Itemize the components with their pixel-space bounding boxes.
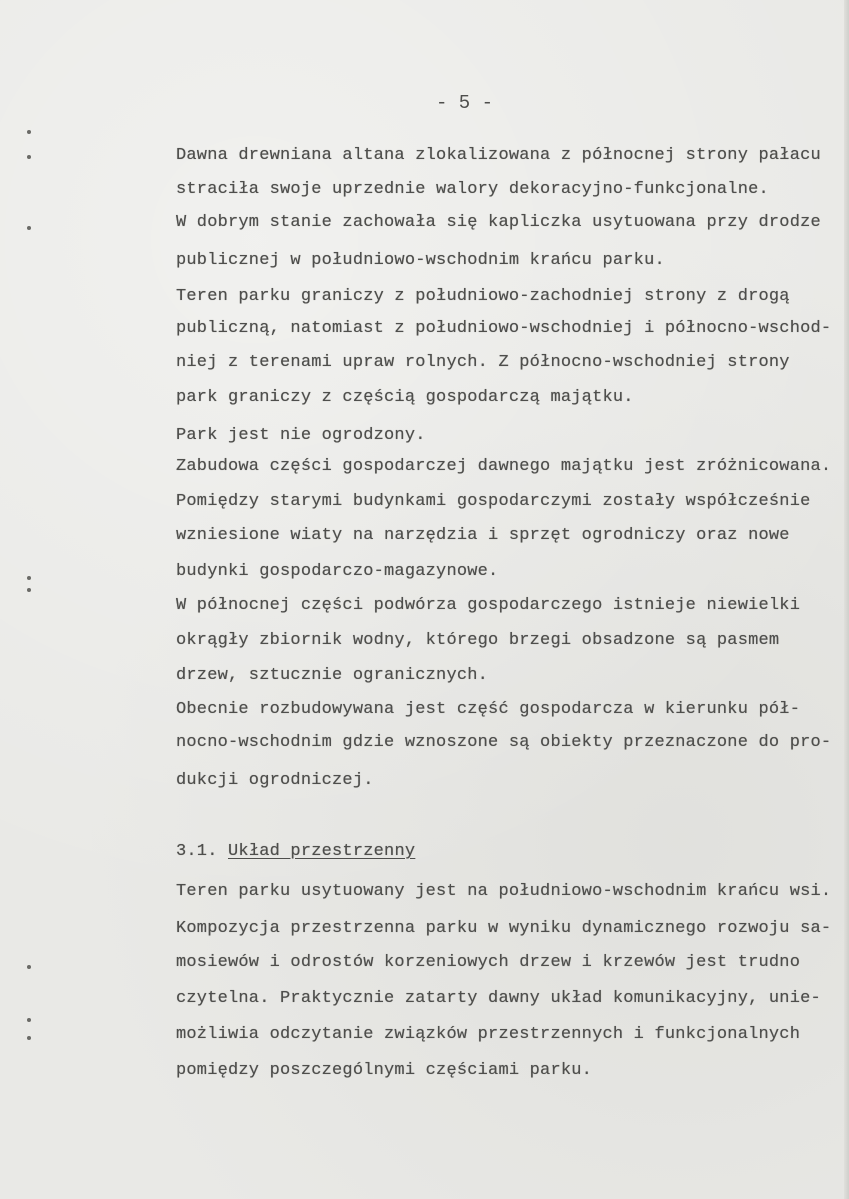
margin-dot: [27, 155, 31, 159]
text-line: Kompozycja przestrzenna parku w wyniku dynamicznego rozwoju sa-: [176, 919, 832, 938]
text-line: publiczną, natomiast z południowo-wschodniej i północno-wschod-: [176, 319, 832, 338]
text-line: budynki gospodarczo-magazynowe.: [176, 562, 499, 581]
text-line: drzew, sztucznie ogranicznych.: [176, 666, 489, 685]
text-line: niej z terenami upraw rolnych. Z północno-wschodniej strony: [176, 353, 790, 372]
text-line: Zabudowa części gospodarczej dawnego majątku jest zróżnicowana.: [176, 457, 832, 476]
text-line: dukcji ogrodniczej.: [176, 771, 374, 790]
page-edge: [844, 0, 849, 1199]
text-line: W dobrym stanie zachowała się kapliczka usytuowana przy drodze: [176, 213, 821, 232]
text-line: możliwia odczytanie związków przestrzennych i funkcjonalnych: [176, 1025, 801, 1044]
text-line: Pomiędzy starymi budynkami gospodarczymi zostały współcześnie: [176, 492, 811, 511]
margin-dot: [27, 1018, 31, 1022]
section-heading: [176, 842, 415, 862]
margin-dot: [27, 226, 31, 230]
margin-dot: [27, 588, 31, 592]
text-line: park graniczy z częścią gospodarczą majątku.: [176, 388, 634, 407]
text-line: Teren parku graniczy z południowo-zachodniej strony z drogą: [176, 287, 790, 306]
margin-dot: [27, 1036, 31, 1040]
text-line: pomiędzy poszczególnymi częściami parku.: [176, 1061, 593, 1080]
text-line: okrągły zbiornik wodny, którego brzegi obsadzone są pasmem: [176, 631, 780, 650]
margin-dot: [27, 130, 31, 134]
text-line: mosiewów i odrostów korzeniowych drzew i krzewów jest trudno: [176, 953, 801, 972]
section-number: 3.1.: [176, 842, 218, 861]
text-line: Park jest nie ogrodzony.: [176, 426, 426, 445]
text-line: wzniesione wiaty na narzędzia i sprzęt ogrodniczy oraz nowe: [176, 526, 790, 545]
text-line: publicznej w południowo-wschodnim krańcu parku.: [176, 251, 665, 270]
text-line: Teren parku usytuowany jest na południowo-wschodnim krańcu wsi.: [176, 882, 832, 901]
text-line: czytelna. Praktycznie zatarty dawny układ komunikacyjny, unie-: [176, 989, 821, 1008]
text-line: W północnej części podwórza gospodarczego istnieje niewielki: [176, 596, 801, 615]
section-title: Układ przestrzenny: [228, 842, 416, 861]
text-line: Obecnie rozbudowywana jest część gospodarcza w kierunku pół-: [176, 700, 801, 719]
text-line: Dawna drewniana altana zlokalizowana z północnej strony pałacu: [176, 146, 821, 165]
margin-dot: [27, 965, 31, 969]
text-line: nocno-wschodnim gdzie wznoszone są obiekty przeznaczone do pro-: [176, 733, 832, 752]
page-number: - 5 -: [436, 92, 494, 114]
margin-dot: [27, 576, 31, 580]
text-line: straciła swoje uprzednie walory dekoracyjno-funkcjonalne.: [176, 180, 769, 199]
